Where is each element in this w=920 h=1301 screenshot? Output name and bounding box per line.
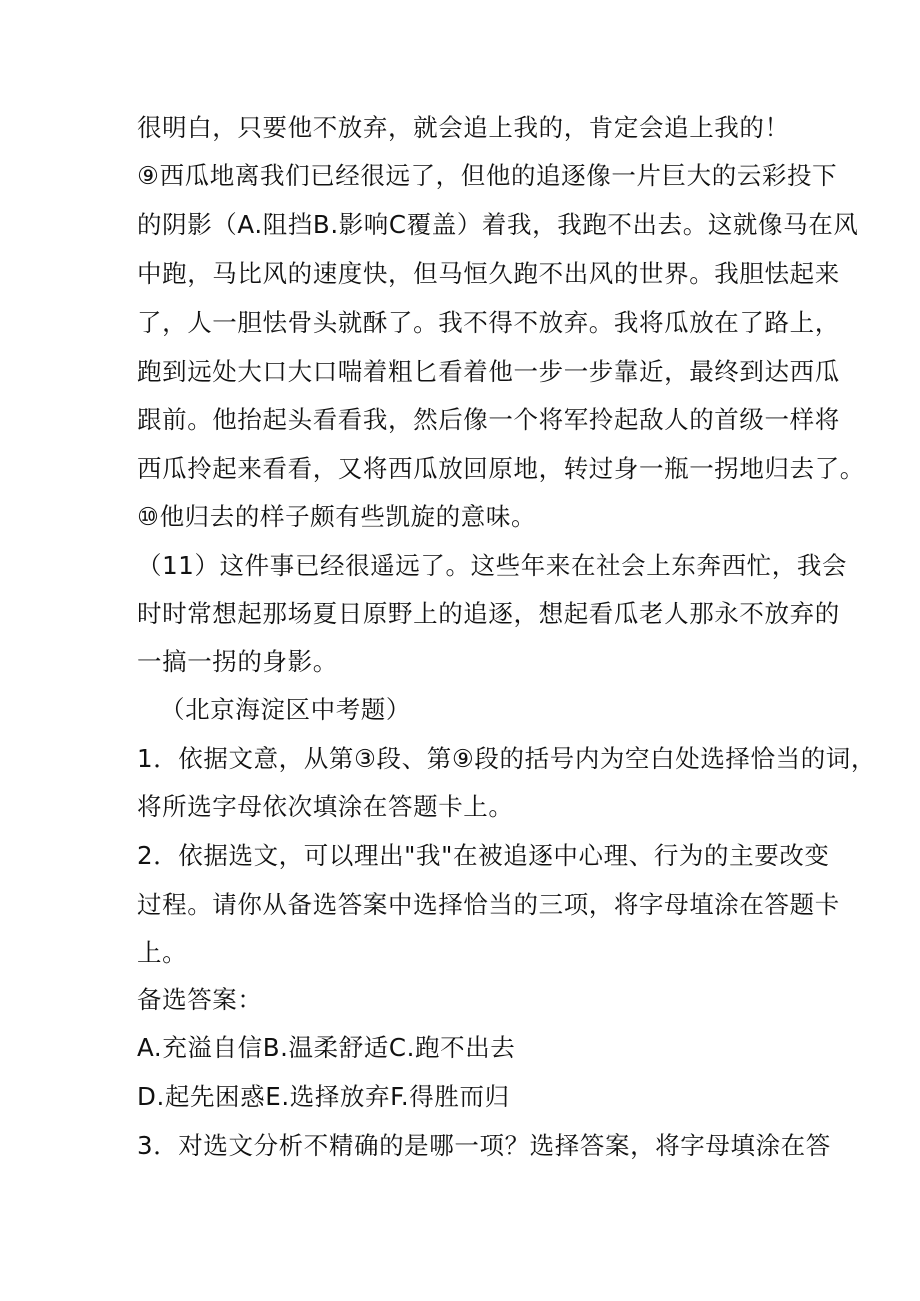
text-line-1: 很明白，只要他不放弃，就会追上我的，肯定会追上我的！ (137, 113, 790, 142)
question-2-line-2: 过程。请你从备选答案中选择恰当的三项，将字母埴涂在答题卡 (137, 890, 840, 919)
text-line-2: ⑨西瓜地离我们已经很远了，但他的追逐像一片巨大的云彩投下 (137, 161, 838, 190)
question-1-line-1: 1．依据文意，从第③段、第⑨段的括号内为空白处选择恰当的词， (137, 744, 877, 773)
text-line-7: 跟前。他抬起头看看我，然后像一个将军拎起敌人的首级一样将 (137, 405, 840, 434)
question-2-line-1: 2．依据选文，可以理出"我"在被追逐中心理、行为的主要改变 (137, 841, 830, 870)
source-note: （北京海淀区中考题） (160, 695, 411, 724)
options-heading: 备选答案： (137, 985, 263, 1014)
options-row-2: D.起先困惑E.选择放弃F.得胜而归 (137, 1082, 510, 1111)
text-line-5: 了，人一胆怯骨头就酥了。我不得不放弃。我将瓜放在了路上， (137, 308, 840, 337)
options-row-1: A.充溢自信B.温柔舒适C.跑不出去 (137, 1033, 516, 1062)
text-line-4: 中跑，马比风的速度快，但马恒久跑不出风的世界。我胆怯起来 (137, 259, 840, 288)
question-1-line-2: 将所选字母依次填涂在答题卡上。 (137, 792, 514, 821)
text-line-9: ⑩他归去的样子颇有些凯旋的意味。 (137, 502, 537, 531)
text-line-8: 西瓜拎起来看看，又将西瓜放回原地，转过身一瓶一拐地归去了。 (137, 454, 865, 483)
text-line-12: 一搞一拐的身影。 (137, 647, 338, 676)
text-line-11: 时时常想起那场夏日原野上的追逐，想起看瓜老人那永不放弃的 (137, 599, 840, 628)
text-line-10: （11）这件事已经很遥远了。这些年来在社会上东奔西忙，我会 (137, 551, 848, 580)
question-2-line-3: 上。 (137, 938, 188, 967)
question-3-line-1: 3．对选文分析不精确的是哪一项？选择答案，将字母填涂在答 (137, 1131, 831, 1160)
text-line-6: 跑到远处大口大口喘着粗匕看着他一步一步靠近，最终到达西瓜 (137, 357, 840, 386)
text-line-3: 的阴影（A.阻挡B.影响C覆盖）着我，我跑不出去。这就像马在风 (137, 210, 859, 239)
